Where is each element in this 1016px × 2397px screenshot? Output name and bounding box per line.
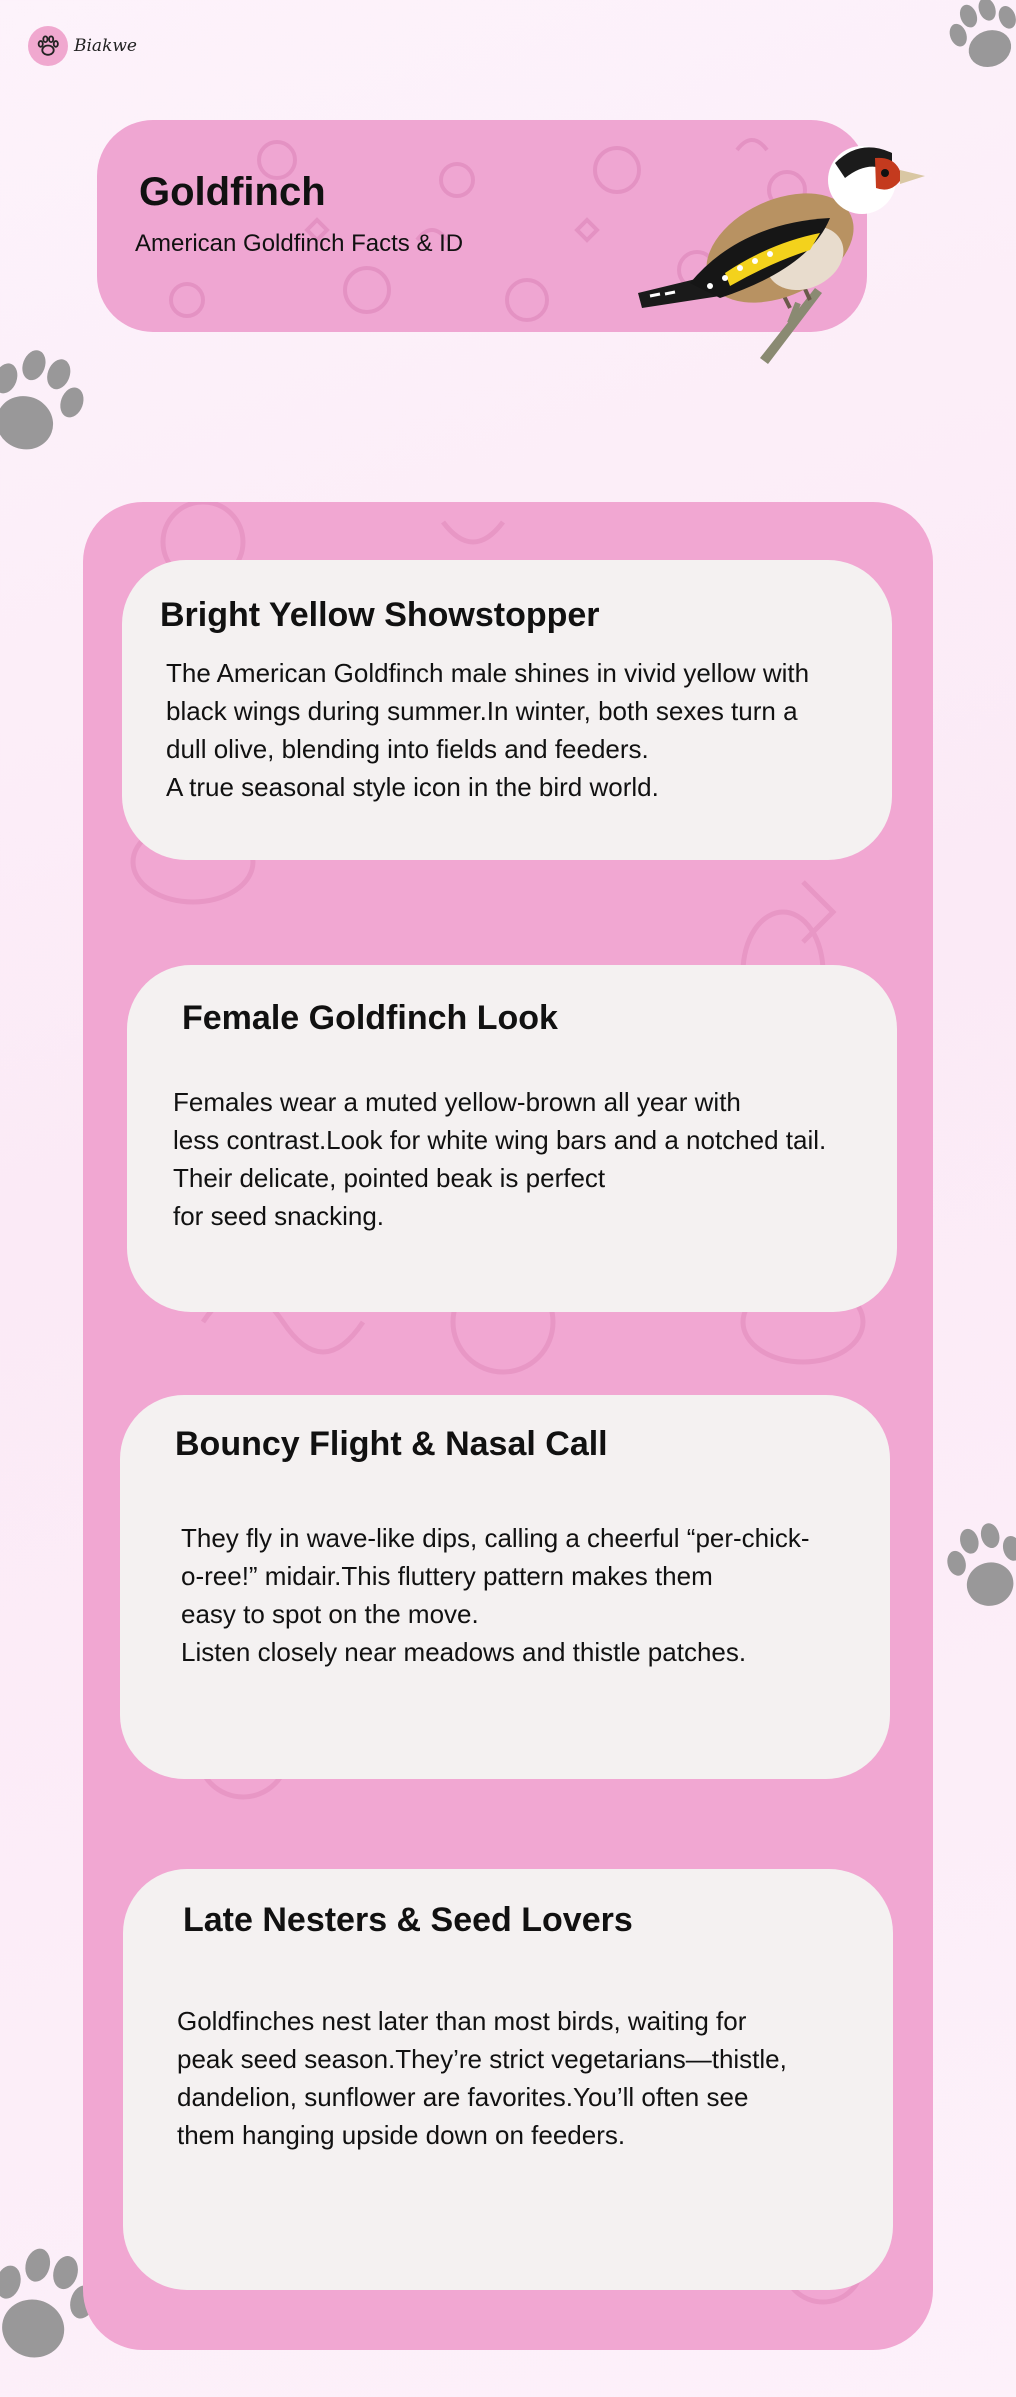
card-text-line: dandelion, sunflower are favorites.You’ll often see: [177, 2082, 749, 2112]
card-title: Bouncy Flight & Nasal Call: [175, 1425, 608, 1463]
card-text-line: Goldfinches nest later than most birds, waiting for: [177, 2006, 747, 2036]
paw-print-icon: [0, 330, 88, 470]
card-text-line: them hanging upside down on feeders.: [177, 2120, 626, 2150]
card-title: Bright Yellow Showstopper: [160, 596, 600, 634]
fact-card: [123, 1869, 893, 2290]
paw-icon: [28, 26, 68, 66]
card-text-line: Females wear a muted yellow-brown all year with: [173, 1087, 741, 1117]
card-text-line: dull olive, blending into fields and feeders.: [166, 734, 649, 764]
goldfinch-bird-illustration: [630, 128, 930, 368]
card-text-line: black wings during summer.In winter, both sexes turn a: [166, 696, 798, 726]
page-subtitle: American Goldfinch Facts & ID: [135, 230, 464, 257]
card-text-line: for seed snacking.: [173, 1201, 385, 1231]
card-title: Female Goldfinch Look: [182, 999, 558, 1037]
card-text-line: A true seasonal style icon in the bird world.: [166, 772, 659, 802]
fact-card: [122, 560, 892, 860]
paw-print-icon: [940, 0, 1016, 80]
fact-card: [127, 965, 897, 1312]
card-text-line: peak seed season.They’re strict vegetarians—thistle,: [177, 2044, 787, 2074]
card-text-line: They fly in wave-like dips, calling a cheerful “per-chick-: [181, 1523, 810, 1553]
page-title: Goldfinch: [139, 170, 326, 214]
brand-name: Biakwe: [74, 36, 137, 56]
paw-print-icon: [940, 1505, 1016, 1625]
card-text-line: The American Goldfinch male shines in vivid yellow with: [166, 658, 810, 688]
card-text-line: easy to spot on the move.: [181, 1599, 479, 1629]
card-text-line: o-ree!” midair.This fluttery pattern makes them: [181, 1561, 713, 1591]
brand-logo[interactable]: [28, 26, 137, 66]
card-text-line: Listen closely near meadows and thistle patches.: [181, 1637, 747, 1667]
card-text-line: Their delicate, pointed beak is perfect: [173, 1163, 606, 1193]
card-text-line: less contrast.Look for white wing bars and a notched tail.: [173, 1125, 827, 1155]
fact-card: [120, 1395, 890, 1779]
card-title: Late Nesters & Seed Lovers: [183, 1901, 633, 1939]
